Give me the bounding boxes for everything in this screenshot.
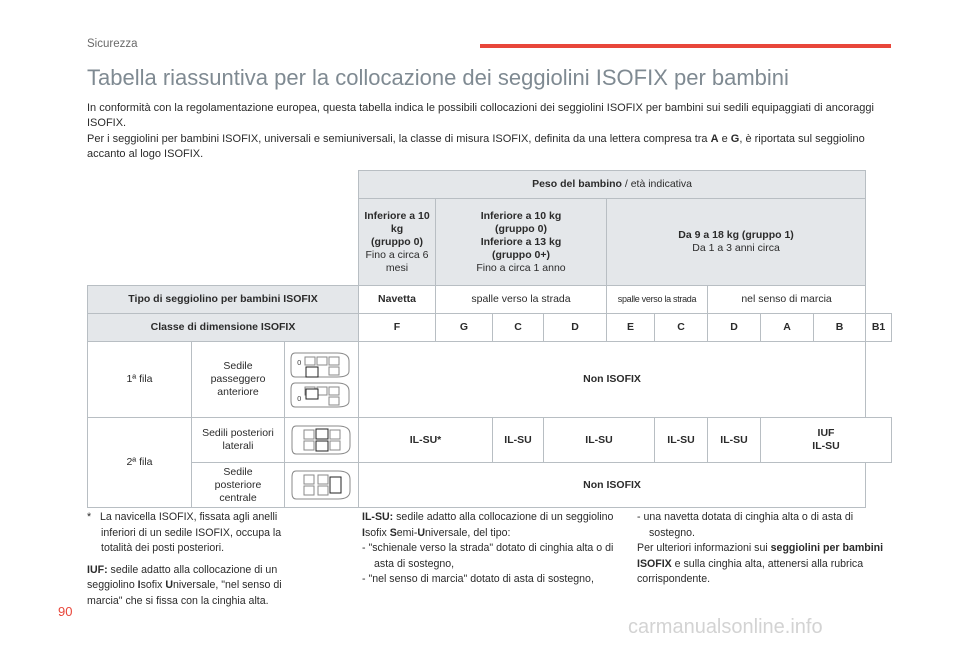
footnote-star: * La navicella ISOFIX, fissata agli anelli inferiori di un sedile ISOFIX, occupa la totalità dei posti posteriori.: [87, 511, 282, 554]
intro-paragraph-2: Per i seggiolini per bambini ISOFIX, universali e semiuniversali, la classe di misura ISOFIX, definita da una lettera compresa tra A e G, è riportata sul seggiolino accanto al logo ISOFIX.: [87, 132, 865, 161]
car-diagram-icon: [285, 418, 359, 463]
size-class: E: [607, 314, 655, 342]
car-diagram-icon: [285, 342, 359, 418]
seat-rear-side: Sedili posteriori laterali: [192, 418, 285, 463]
type-rear-facing-2: spalle verso la strada: [607, 286, 708, 314]
class-value: IL-SU: [544, 418, 655, 463]
size-class: B1: [866, 314, 892, 342]
section-label: Sicurezza: [87, 38, 138, 50]
non-isofix-front: Non ISOFIX: [359, 342, 866, 418]
intro-paragraph-1: In conformità con la regolamentazione europea, questa tabella indica le possibili collocazioni dei seggiolini ISOFIX per bambini sui sedili equipaggiati di ancoraggi ISOFIX.: [87, 102, 874, 130]
row-rear-center: [88, 463, 892, 508]
size-class: D: [544, 314, 607, 342]
seat-rear-center: Sedile posteriore centrale: [192, 463, 285, 508]
seat-front-passenger: Sedile passeggero anteriore: [192, 342, 285, 418]
page-title: Tabella riassuntiva per la collocazione dei seggiolini ISOFIX per bambini: [87, 65, 789, 90]
group-1: Da 9 a 18 kg (gruppo 1) Da 1 a 3 anni circa: [607, 199, 866, 286]
size-class: F: [359, 314, 436, 342]
notes-column-3: [637, 510, 891, 588]
size-class: B: [814, 314, 866, 342]
non-isofix-rear-center: Non ISOFIX: [359, 463, 866, 508]
notes-column-2: [362, 510, 616, 588]
row-label-2: 2ª fila: [88, 418, 192, 508]
more-info: Per ulteriori informazioni sui seggiolini per bambini ISOFIX e sulla cinghia alta, attenersi alla rubrica corrispondente.: [637, 542, 884, 585]
ilsu-definition: IL-SU: sedile adatto alla collocazione di un seggiolino Isofix Semi-Universale, del tipo:: [362, 511, 614, 539]
type-forward-facing: nel senso di marcia: [708, 286, 866, 314]
bullet-item: - "schienale verso la strada" dotato di cinghia alta o di asta di sostegno,: [362, 542, 614, 570]
class-value: IL-SU*: [359, 418, 493, 463]
bullet-item: - "nel senso di marcia" dotato di asta di sostegno,: [362, 573, 594, 585]
group-0-plus: Inferiore a 10 kg (gruppo 0) Inferiore a 13 kg (gruppo 0+) Fino a circa 1 anno: [436, 199, 607, 286]
accent-bar: [480, 44, 891, 48]
size-class: D: [708, 314, 761, 342]
size-class-row: [88, 314, 892, 342]
type-rear-facing-1: spalle verso la strada: [436, 286, 607, 314]
class-value-iuf: IUF IL-SU: [761, 418, 892, 463]
row-rear-side: [88, 418, 892, 463]
intro-text: [87, 101, 889, 163]
watermark: carmanualsonline.info: [628, 616, 823, 638]
bullet-item: - una navetta dotata di cinghia alta o di asta di sostegno.: [637, 511, 854, 539]
notes-column-1: [87, 510, 313, 609]
svg-text:0: 0: [296, 394, 301, 403]
class-value: IL-SU: [708, 418, 761, 463]
svg-text:0: 0: [296, 358, 301, 367]
class-value: IL-SU: [493, 418, 544, 463]
weight-header: Peso del bambino / età indicativa: [359, 171, 866, 199]
page-number: 90: [58, 604, 73, 619]
type-row-label: Tipo di seggiolino per bambini ISOFIX: [88, 286, 359, 314]
isofix-table: [87, 170, 892, 508]
row-label-1: 1ª fila: [88, 342, 192, 418]
row-front-passenger: [88, 342, 892, 418]
size-class: C: [493, 314, 544, 342]
type-navetta: Navetta: [359, 286, 436, 314]
size-class: G: [436, 314, 493, 342]
car-diagram-icon: [285, 463, 359, 508]
class-value: IL-SU: [655, 418, 708, 463]
iuf-definition: IUF: sedile adatto alla collocazione di un seggiolino Isofix Universale, "nel senso di marcia" che si fissa con la cinghia alta.: [87, 563, 282, 607]
group-0-navetta: Inferiore a 10 kg (gruppo 0) Fino a circa 6 mesi: [359, 199, 436, 286]
size-class: C: [655, 314, 708, 342]
size-row-label: Classe di dimensione ISOFIX: [88, 314, 359, 342]
size-class: A: [761, 314, 814, 342]
